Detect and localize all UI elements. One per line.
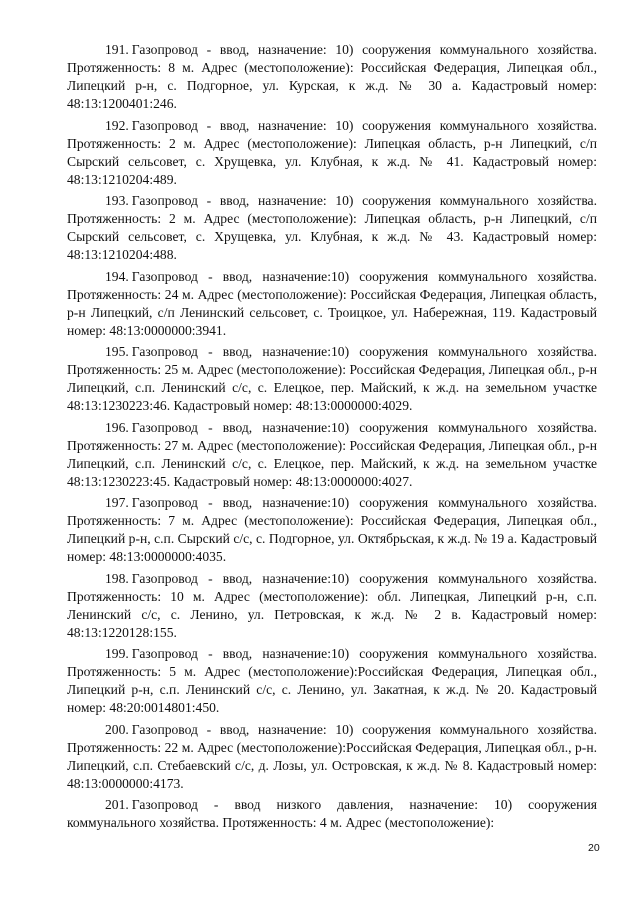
item-text: Газопровод - ввод, назначение:10) сооружения коммунального хозяйства. Протяженность: 10 м. Адрес (местоположение): обл. Липецкая, Липецкий р-н, с.п. Ленинский с/с, с. Ленино, ул. Петровская, к ж.д. № 2 в. Кадастровый номер: 48:13:1220128:155. [67,570,597,640]
page-number: 20 [588,842,600,854]
list-item [67,645,597,717]
item-number: 200. [105,721,129,737]
item-text: Газопровод - ввод, назначение:10) сооружения коммунального хозяйства. Протяженность: 25 м. Адрес (местоположение): Российская Федерация, Липецкая обл., р-н Липецкий, с.п. Ленинский с/с, с. Елецкое, пер. Майский, к ж.д. на земельном участке 48:13:1230223:46. Кадастровый номер: 48:13:0000000:4029. [67,344,597,413]
list-item [67,41,597,113]
item-number: 192. [105,117,129,133]
list-item [67,343,597,415]
item-number: 195. [105,344,129,359]
item-text: Газопровод - ввод, назначение:10) сооружения коммунального хозяйства. Протяженность: 24 м. Адрес (местоположение): Российская Федерация, Липецкая область, р-н Липецкий, с/п Ленинский сельсовет, с. Троицкое, ул. Набережная, 119. Кадастровый номер: 48:13:0000000:3941. [67,268,597,338]
item-text: Газопровод - ввод, назначение: 10) сооружения коммунального хозяйства. Протяженность: 2 м. Адрес (местоположение): Липецкая область, р-н Липецкий, с/п Сырский сельсовет, с. Хрущевка, ул. Клубная, к ж.д. № 41. Кадастровый номер: 48:13:1210204:489. [67,117,597,187]
item-text: Газопровод - ввод, назначение:10) сооружения коммунального хозяйства. Протяженность: 7 м. Адрес (местоположение): Российская Федерация, Липецкая обл., Липецкий р-н, с.п. Сырский с/с, с. Подгорное, ул. Октябрьская, к ж.д. № 19 а. Кадастровый номер: 48:13:0000000:4035. [67,495,597,564]
list-item [67,117,597,189]
item-number: 196. [105,419,129,435]
list-item [67,796,597,832]
item-number: 198. [105,570,129,586]
item-number: 201. [105,797,129,812]
item-text: Газопровод - ввод низкого давления, назначение: 10) сооружения коммунального хозяйства. Протяженность: 4 м. Адрес (местоположение): [67,797,597,830]
item-text: Газопровод - ввод, назначение:10) сооружения коммунального хозяйства. Протяженность: 27 м. Адрес (местоположение): Российская Федерация, Липецкая обл., р-н Липецкий, с.п. Ленинский с/с, с. Елецкое, пер. Майский, к ж.д. на земельном участке 48:13:1230223:45. Кадастровый номер: 48:13:0000000:4027. [67,419,597,489]
item-number: 193. [105,193,129,208]
item-text: Газопровод - ввод, назначение: 10) сооружения коммунального хозяйства. Протяженность: 8 м. Адрес (местоположение): Российская Федерация, Липецкая обл., Липецкий р-н, с. Подгорное, ул. Курская, к ж.д. № 30 а. Кадастровый номер: 48:13:1200401:246. [67,42,597,111]
document-page [67,41,597,836]
list-item [67,570,597,642]
list-item [67,192,597,264]
item-text: Газопровод - ввод, назначение:10) сооружения коммунального хозяйства. Протяженность: 5 м. Адрес (местоположение):Российская Федерация, Липецкая обл., Липецкий р-н, с.п. Ленинский с/с, с. Ленино, ул. Закатная, к ж.д. № 20. Кадастровый номер: 48:20:0014801:450. [67,646,597,715]
list-item [67,268,597,340]
list-item [67,419,597,491]
item-number: 194. [105,268,129,284]
list-item [67,721,597,793]
item-number: 199. [105,646,129,661]
item-number: 191. [105,42,129,57]
item-text: Газопровод - ввод, назначение: 10) сооружения коммунального хозяйства. Протяженность: 22 м. Адрес (местоположение):Российская Федерация, Липецкая обл., р-н. Липецкий, с.п. Стебаевский с/с, д. Лозы, ул. Островская, к ж.д. № 8. Кадастровый номер: 48:13:0000000:4173. [67,721,597,791]
item-text: Газопровод - ввод, назначение: 10) сооружения коммунального хозяйства. Протяженность: 2 м. Адрес (местоположение): Липецкая область, р-н Липецкий, с/п Сырский сельсовет, с. Хрущевка, ул. Клубная, к ж.д. № 43. Кадастровый номер: 48:13:1210204:488. [67,193,597,262]
item-number: 197. [105,495,129,510]
list-item [67,494,597,566]
